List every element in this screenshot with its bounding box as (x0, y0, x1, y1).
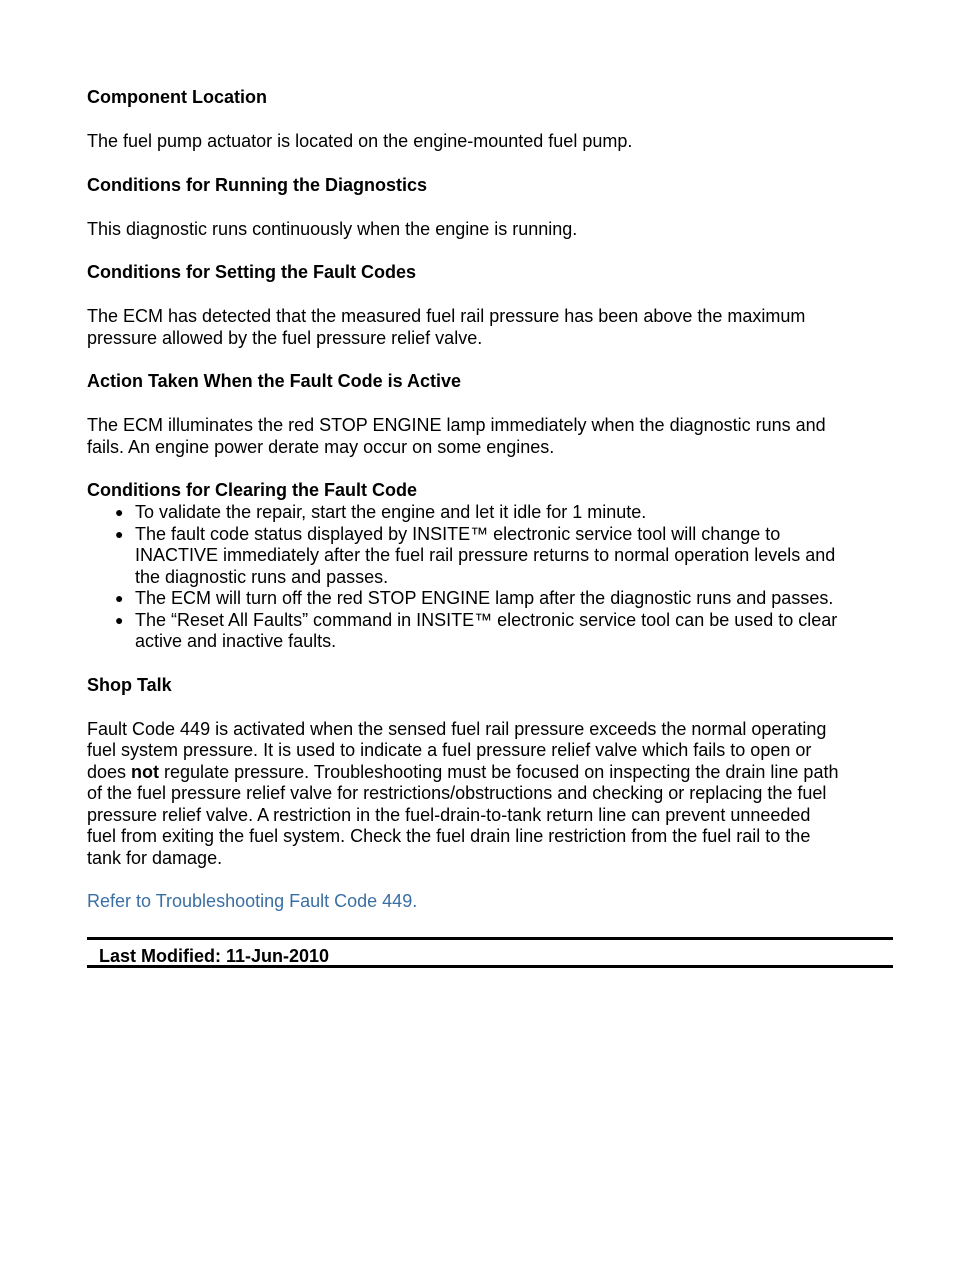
list-item-line: active and inactive faults. (135, 631, 337, 651)
component-location-heading: Component Location (87, 87, 267, 107)
action-taken-line: The ECM illuminates the red STOP ENGINE lamp immediately when the diagnostic runs and (87, 415, 826, 435)
shop-talk-line: pressure relief valve. A restriction in the fuel-drain-to-tank return line can prevent unneeded (87, 804, 811, 825)
conditions-setting-line: pressure allowed by the fuel pressure relief valve. (87, 327, 483, 348)
list-item-line: The ECM will turn off the red STOP ENGINE lamp after the diagnostic runs and passes. (135, 588, 834, 608)
shop-talk-text-segment: regulate pressure. Troubleshooting must be focused on inspecting the drain line path (159, 761, 839, 782)
list-item-line: The fault code status displayed by INSITE™ electronic service tool will change to (135, 523, 781, 544)
shop-talk-line: Fault Code 449 is activated when the sensed fuel rail pressure exceeds the normal operating (87, 718, 827, 739)
action-taken-text (87, 415, 893, 458)
shop-talk-line: fuel from exiting the fuel system. Check the fuel drain line restriction from the fuel rail to the (87, 826, 811, 846)
shop-talk-line (87, 762, 893, 784)
list-item (87, 502, 893, 524)
conditions-setting-line: The ECM has detected that the measured fuel rail pressure has been above the maximum (87, 306, 806, 326)
bullet-icon: ● (115, 590, 124, 606)
shop-talk-line: of the fuel pressure relief valve for restrictions/obstructions and checking or replacing the fuel (87, 783, 827, 803)
troubleshooting-link[interactable]: Refer to Troubleshooting Fault Code 449. (87, 891, 418, 911)
shop-talk-line: fuel system pressure. It is used to indicate a fuel pressure relief valve which fails to open or (87, 740, 812, 760)
emphasis-not: not (131, 761, 160, 782)
shop-talk-text (87, 719, 893, 870)
conditions-setting-heading: Conditions for Setting the Fault Codes (87, 262, 416, 282)
bullet-icon: ● (115, 525, 124, 542)
bullet-icon: ● (115, 611, 124, 628)
conditions-running-text: This diagnostic runs continuously when the engine is running. (87, 218, 578, 239)
clearing-bullet-list (87, 502, 893, 653)
list-item-line: INACTIVE immediately after the fuel rail pressure returns to normal operation levels and (135, 545, 836, 565)
bullet-icon: ● (115, 504, 124, 520)
last-modified-text: Last Modified: 11-Jun-2010 (99, 945, 330, 966)
action-taken-heading: Action Taken When the Fault Code is Active (87, 371, 462, 391)
list-item (87, 610, 893, 653)
shop-talk-line: tank for damage. (87, 847, 223, 868)
last-modified-footer (87, 937, 893, 968)
document-page (87, 87, 893, 968)
list-item-line: The “Reset All Faults” command in INSITE™ electronic service tool can be used to clear (135, 609, 838, 630)
conditions-clearing-heading: Conditions for Clearing the Fault Code (87, 480, 417, 500)
shop-talk-text-segment: does (87, 761, 132, 782)
list-item-line: To validate the repair, start the engine and let it idle for 1 minute. (135, 502, 647, 522)
list-item-line: the diagnostic runs and passes. (135, 566, 389, 587)
conditions-running-heading: Conditions for Running the Diagnostics (87, 174, 427, 195)
shop-talk-heading: Shop Talk (87, 674, 172, 695)
component-location-text: The fuel pump actuator is located on the engine-mounted fuel pump. (87, 131, 633, 151)
list-item (87, 588, 893, 610)
action-taken-line: fails. An engine power derate may occur on some engines. (87, 436, 555, 457)
conditions-setting-text (87, 306, 893, 349)
list-item (87, 524, 893, 589)
